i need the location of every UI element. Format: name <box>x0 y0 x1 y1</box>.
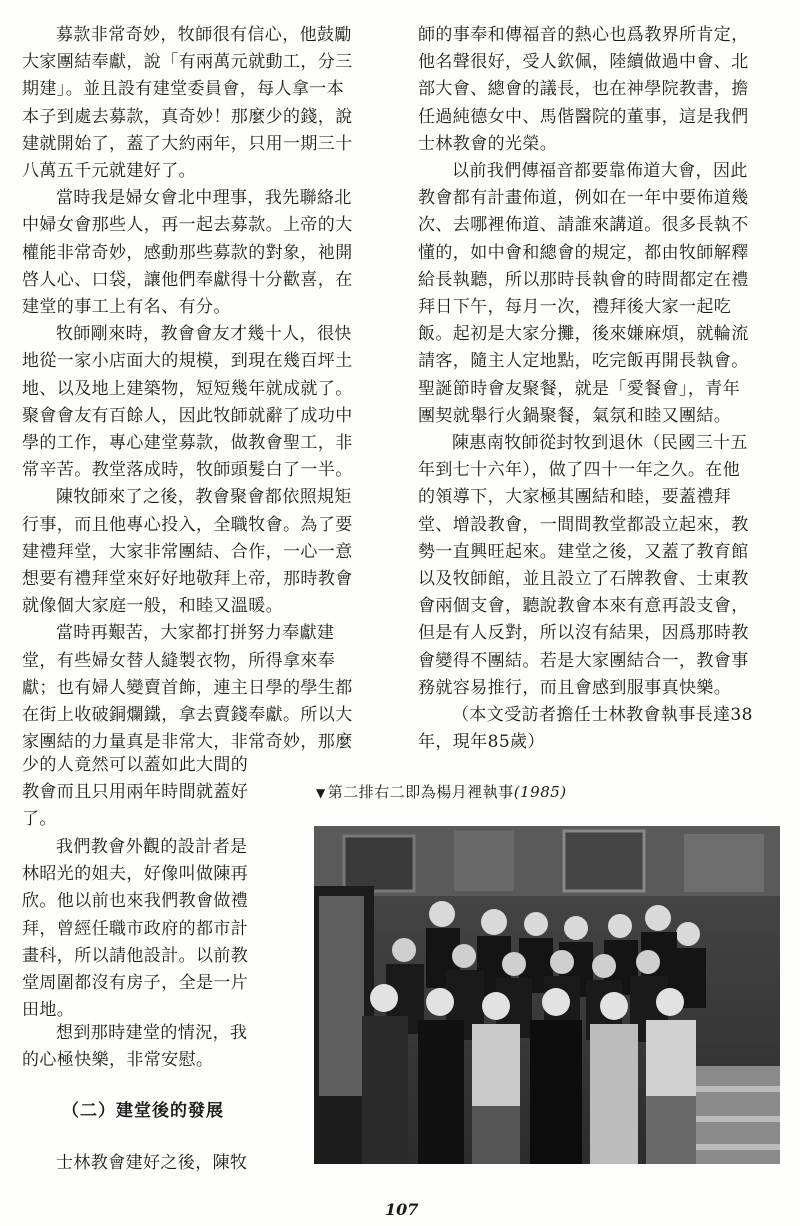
paragraph: 當時我是婦女會北中理事，我先聯絡北 中婦女會那些人，再一起去募款。上帝的大 權能非常奇妙，感動那些募款的對象，祂開 啓人心、口袋，讓他們奉獻得十分歡喜，在 建堂的事工上有名、有分。 <box>22 188 353 318</box>
paragraph: 陳牧師來了之後，教會聚會都依照規矩 行事，而且他專心投入，全職牧會。為了要 建禮拜堂，大家非常團結、合作，一心一意 想要有禮拜堂來好好地敬拜上帝，那時教會 就像個大家庭一般，和睦又溫暖。 <box>22 487 353 617</box>
caption-year: (1985) <box>513 783 567 801</box>
interview-note: （本文受訪者擔任士林教會執事長達38 年，現年85歲） <box>418 705 753 753</box>
photo-caption <box>316 781 567 802</box>
paragraph: 牧師剛來時，教會會友才幾十人，很快 地從一家小店面大的規模，到現在幾百坪土 地、以及地上建築物，短短幾年就成就了。 聚會會友有百餘人，因此牧師就辭了成功中 學的工作，專心建堂募款，做教會聖工，非 常辛苦。教堂落成時，牧師頭髮白了一半。 <box>22 324 353 481</box>
paragraph: 我們教會外觀的設計者是 林昭光的姐夫，好像叫做陳再 欣。他以前也來我們教會做禮 拜，曾經任職市政府的都市計 畫科，所以請他設計。以前教 堂周圍都沒有房子，全是一片 田地。 <box>22 837 249 1021</box>
group-photo-image <box>314 826 780 1164</box>
left-column <box>22 22 384 756</box>
group-photo <box>314 826 780 1164</box>
paragraph: 以前我們傳福音都要靠佈道大會，因此 教會都有計畫佈道，例如在一年中要佈道幾 次、去哪裡佈道、請誰來講道。很多長執不 懂的，如中會和總會的規定，都由牧師解釋 給長執聽，所以那時長執會的時間都定在禮 拜日下午，每月一次，禮拜後大家一起吃 飯。起初是大家分攤，後來嫌麻煩，就輪流 請客，隨主人定地點，吃完飯再開長執會。 聖誕節時會友聚餐，就是「愛餐會」，青年 團契就舉行火鍋聚餐，氣氛和睦又團結。 <box>418 161 749 426</box>
paragraph: 想到那時建堂的情況，我 的心極快樂，非常安慰。 <box>22 1023 248 1071</box>
paragraph: 當時再艱苦，大家都打拼努力奉獻建 堂，有些婦女替人縫製衣物，所得拿來奉 獻；也有婦人變賣首飾，連主日學的學生都 在街上收破銅爛鐵，拿去賣錢奉獻。所以大 家團結的力量真是非常大，非常奇妙，那麼 <box>22 623 353 753</box>
triangle-down-icon: ▼ <box>316 786 326 800</box>
paragraph: 募款非常奇妙，牧師很有信心，他鼓勵 大家團結奉獻，說「有兩萬元就動工，分三 期建」。並且設有建堂委員會，每人拿一本 本子到處去募款，真奇妙！那麼少的錢，說 建就開始了，蓋了大約兩年，只用一期三十 八萬五千元就建好了。 <box>22 25 353 182</box>
section-heading: （二）建堂後的發展 <box>62 1101 224 1121</box>
paragraph-continuation: 師的事奉和傳福音的熱心也爲教界所肯定， 他名聲很好，受人欽佩，陸續做過中會、北 部大會、總會的議長，也在神學院教書，擔 任過純德女中、馬偕醫院的董事，這是我們 士林教會的光榮。 <box>418 25 749 154</box>
caption-text: 第二排右二即為楊月裡執事 <box>327 783 514 801</box>
paragraph-continuation: 少的人竟然可以蓋如此大間的 教會而且只用兩年時間就蓋好 了。 <box>22 755 249 830</box>
paragraph: 陳惠南牧師從封牧到退休（民國三十五 年到七十六年），做了四十一年之久。在他 的領導下，大家極其團結和睦，要蓋禮拜 堂、增設教會，一間間教堂都設立起來，教 勢一直興旺起來。建堂之後，又蓋了教育館 以及牧師館，並且設立了石牌教會、士東教 會兩個支會，聽說教會本來有意再設支會， 但是有人反對，所以沒有結果，因爲那時教 會變得不團結。若是大家團結合一，教會事 務就容易推行，而且會感到服事真快樂。 <box>418 433 749 698</box>
page-number: 107 <box>385 1200 419 1219</box>
right-column <box>418 22 780 756</box>
paragraph: 士林教會建好之後，陳牧 <box>56 1153 248 1173</box>
